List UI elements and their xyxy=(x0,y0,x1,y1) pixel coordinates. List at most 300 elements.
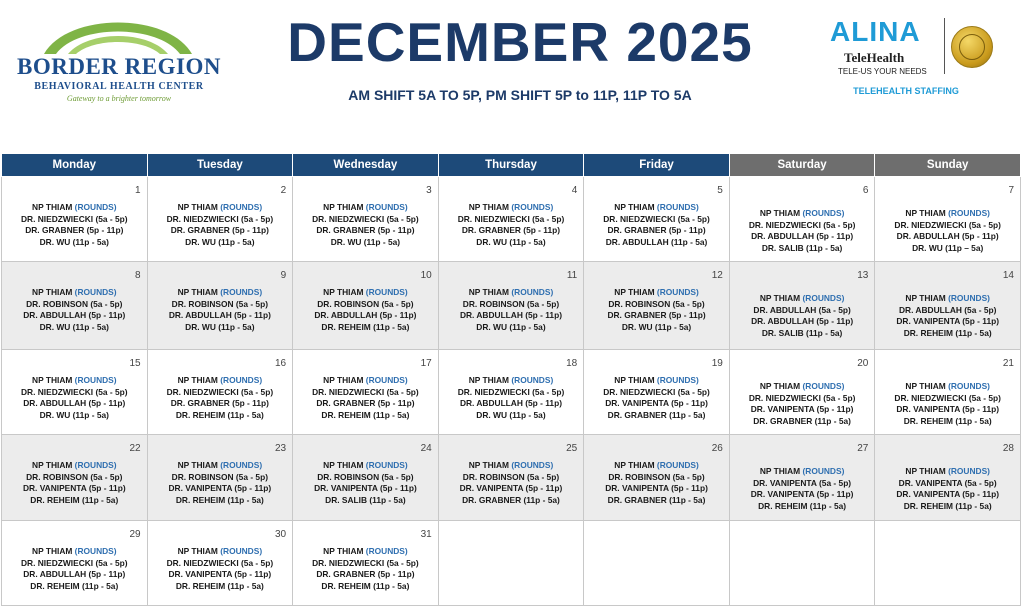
np-name: NP THIAM xyxy=(32,375,73,385)
rounds-line xyxy=(730,208,875,220)
date-number: 5 xyxy=(717,185,723,196)
pm-shift-line: DR. ABDULLAH (5p - 11p) xyxy=(459,310,562,321)
rounds-label: (ROUNDS) xyxy=(948,208,990,218)
shift-list xyxy=(148,460,293,507)
date-number: 30 xyxy=(275,529,287,540)
day-header-tuesday: Tuesday xyxy=(147,154,293,177)
night-shift-line: DR. WU (11p – 5a) xyxy=(912,243,984,254)
weekday-header-row xyxy=(2,154,1021,177)
am-shift-line: DR. NIEDZWIECKI (5a - 5p) xyxy=(894,219,1001,230)
day-cell xyxy=(875,262,1021,350)
night-shift-line: DR. ABDULLAH (11p - 5a) xyxy=(605,237,708,248)
night-shift-line: DR. SALIB (11p - 5a) xyxy=(761,243,843,254)
pm-shift-line: DR. VANIPENTA (5p - 11p) xyxy=(750,489,854,500)
rounds-line xyxy=(439,287,584,299)
date-number: 17 xyxy=(420,358,432,369)
shift-list xyxy=(2,460,147,507)
calendar-week-row xyxy=(2,435,1021,521)
am-shift-line: DR. NIEDZWIECKI (5a - 5p) xyxy=(457,213,565,224)
night-shift-line: DR. SALIB (11p - 5a) xyxy=(761,328,843,339)
night-shift-line: DR. GRABNER (11p - 5a) xyxy=(462,495,560,506)
am-shift-line: DR. NIEDZWIECKI (5a - 5p) xyxy=(312,557,419,568)
date-number: 15 xyxy=(129,358,141,369)
np-name: NP THIAM xyxy=(323,287,364,297)
shift-list xyxy=(2,546,147,593)
shift-list xyxy=(730,466,875,513)
rounds-line xyxy=(148,546,293,558)
am-shift-line: DR. ROBINSON (5a - 5p) xyxy=(317,298,414,309)
date-number: 18 xyxy=(566,358,578,369)
np-name: NP THIAM xyxy=(468,375,510,385)
rounds-label: (ROUNDS) xyxy=(365,202,408,212)
rounds-label: (ROUNDS) xyxy=(74,375,117,385)
am-shift-line: DR. ABDULLAH (5a - 5p) xyxy=(898,304,997,315)
np-name: NP THIAM xyxy=(177,287,218,297)
pm-shift-line: DR. GRABNER (5p - 11p) xyxy=(170,225,269,236)
date-number: 22 xyxy=(129,443,141,454)
shift-list xyxy=(293,202,438,249)
shift-list xyxy=(730,381,875,428)
np-name: NP THIAM xyxy=(905,466,946,476)
shift-list xyxy=(148,287,293,334)
border-region-subtitle: BEHAVIORAL HEALTH CENTER xyxy=(34,81,204,92)
rounds-label: (ROUNDS) xyxy=(220,375,263,385)
np-name: NP THIAM xyxy=(32,546,73,556)
rounds-label: (ROUNDS) xyxy=(802,381,845,391)
rounds-label: (ROUNDS) xyxy=(511,287,554,297)
date-number: 25 xyxy=(566,443,578,454)
date-number: 9 xyxy=(280,270,287,281)
np-name: NP THIAM xyxy=(177,375,218,385)
arch-logo-icon xyxy=(38,8,198,56)
pm-shift-line: DR. VANIPENTA (5p - 11p) xyxy=(459,483,563,494)
np-name: NP THIAM xyxy=(32,287,73,297)
shift-list xyxy=(875,293,1020,340)
np-name: NP THIAM xyxy=(905,293,946,303)
np-name: NP THIAM xyxy=(177,202,218,212)
day-cell xyxy=(875,435,1021,521)
shift-list xyxy=(293,546,438,593)
shift-list xyxy=(584,202,729,249)
rounds-line xyxy=(2,375,147,387)
day-cell xyxy=(584,262,730,350)
rounds-label: (ROUNDS) xyxy=(365,460,408,470)
am-shift-line: DR. ROBINSON (5a - 5p) xyxy=(608,471,705,482)
am-shift-line: DR. NIEDZWIECKI (5a - 5p) xyxy=(312,213,419,224)
telehealth-staffing-label: TELEHEALTH STAFFING xyxy=(853,86,959,96)
pm-shift-line: DR. VANIPENTA (5p - 11p) xyxy=(750,404,854,415)
date-number: 24 xyxy=(420,443,432,454)
day-cell xyxy=(729,350,875,435)
rounds-line xyxy=(584,375,729,387)
day-header-friday: Friday xyxy=(584,154,730,177)
np-name: NP THIAM xyxy=(614,202,655,212)
night-shift-line: DR. REHEIM (11p - 5a) xyxy=(321,581,410,592)
am-shift-line: DR. NIEDZWIECKI (5a - 5p) xyxy=(457,386,565,397)
night-shift-line: DR. WU (11p - 5a) xyxy=(185,237,255,248)
day-cell xyxy=(875,350,1021,435)
pm-shift-line: DR. ABDULLAH (5p - 11p) xyxy=(23,569,126,580)
np-name: NP THIAM xyxy=(177,460,218,470)
night-shift-line: DR. REHEIM (11p - 5a) xyxy=(175,495,264,506)
rounds-label: (ROUNDS) xyxy=(220,287,263,297)
am-shift-line: DR. NIEDZWIECKI (5a - 5p) xyxy=(166,557,274,568)
shift-list xyxy=(293,460,438,507)
day-cell xyxy=(2,177,148,262)
rounds-label: (ROUNDS) xyxy=(74,460,117,470)
rounds-label: (ROUNDS) xyxy=(948,293,990,303)
shift-list xyxy=(730,208,875,255)
date-number: 19 xyxy=(711,358,723,369)
shift-list xyxy=(439,375,584,422)
day-cell xyxy=(584,435,730,521)
np-name: NP THIAM xyxy=(759,381,801,391)
pm-shift-line: DR. ABDULLAH (5p - 11p) xyxy=(896,231,999,242)
day-cell xyxy=(147,521,293,606)
pm-shift-line: DR. GRABNER (5p - 11p) xyxy=(607,310,706,321)
shift-list xyxy=(584,287,729,334)
rounds-line xyxy=(584,202,729,214)
shift-list xyxy=(875,381,1020,428)
am-shift-line: DR. NIEDZWIECKI (5a - 5p) xyxy=(166,386,274,397)
rounds-line xyxy=(2,460,147,472)
pm-shift-line: DR. GRABNER (5p - 11p) xyxy=(607,225,706,236)
np-name: NP THIAM xyxy=(759,466,801,476)
am-shift-line: DR. ROBINSON (5a - 5p) xyxy=(26,298,123,309)
am-shift-line: DR. NIEDZWIECKI (5a - 5p) xyxy=(603,386,710,397)
np-name: NP THIAM xyxy=(32,202,73,212)
logo-divider xyxy=(944,18,945,74)
am-shift-line: DR. ROBINSON (5a - 5p) xyxy=(26,471,123,482)
day-cell xyxy=(2,435,148,521)
shift-list xyxy=(584,375,729,422)
night-shift-line: DR. GRABNER (11p - 5a) xyxy=(753,416,851,427)
pm-shift-line: DR. VANIPENTA (5p - 11p) xyxy=(896,404,1000,415)
date-number: 2 xyxy=(280,185,287,196)
rounds-label: (ROUNDS) xyxy=(74,287,117,297)
np-name: NP THIAM xyxy=(323,202,364,212)
am-shift-line: DR. NIEDZWIECKI (5a - 5p) xyxy=(894,392,1001,403)
rounds-label: (ROUNDS) xyxy=(802,208,845,218)
date-number: 13 xyxy=(857,270,869,281)
date-number: 21 xyxy=(1002,358,1014,369)
rounds-line xyxy=(584,460,729,472)
night-shift-line: DR. REHEIM (11p - 5a) xyxy=(903,328,992,339)
date-number: 10 xyxy=(420,270,432,281)
rounds-line xyxy=(875,466,1020,478)
alina-logo xyxy=(830,16,1010,96)
day-cell xyxy=(584,350,730,435)
am-shift-line: DR. NIEDZWIECKI (5a - 5p) xyxy=(21,213,128,224)
rounds-label: (ROUNDS) xyxy=(511,460,554,470)
night-shift-line: DR. REHEIM (11p - 5a) xyxy=(175,581,264,592)
shift-list xyxy=(584,460,729,507)
accreditation-seal-icon xyxy=(951,26,993,68)
rounds-line xyxy=(730,293,875,305)
pm-shift-line: DR. VANIPENTA (5p - 11p) xyxy=(314,483,417,494)
rounds-label: (ROUNDS) xyxy=(948,381,990,391)
date-number: 11 xyxy=(566,270,578,281)
night-shift-line: DR. WU (11p - 5a) xyxy=(621,322,692,333)
alina-product: TeleHealth xyxy=(844,50,905,65)
rounds-line xyxy=(730,381,875,393)
shift-list xyxy=(148,546,293,593)
date-number: 14 xyxy=(1002,270,1014,281)
np-name: NP THIAM xyxy=(468,202,510,212)
page-title: DECEMBER 2025 xyxy=(287,11,753,73)
shift-list xyxy=(293,287,438,334)
rounds-line xyxy=(875,293,1020,305)
rounds-label: (ROUNDS) xyxy=(656,287,699,297)
day-cell xyxy=(293,177,439,262)
rounds-line xyxy=(293,375,438,387)
day-cell xyxy=(147,350,293,435)
rounds-label: (ROUNDS) xyxy=(74,202,117,212)
am-shift-line: DR. NIEDZWIECKI (5a - 5p) xyxy=(21,386,128,397)
night-shift-line: DR. REHEIM (11p - 5a) xyxy=(903,416,992,427)
np-name: NP THIAM xyxy=(177,546,218,556)
calendar-week-row xyxy=(2,521,1021,606)
calendar-body xyxy=(2,177,1021,606)
night-shift-line: DR. WU (11p - 5a) xyxy=(330,237,401,248)
date-number: 31 xyxy=(420,529,432,540)
am-shift-line: DR. NIEDZWIECKI (5a - 5p) xyxy=(748,392,856,403)
rounds-line xyxy=(439,202,584,214)
night-shift-line: DR. REHEIM (11p - 5a) xyxy=(175,410,264,421)
np-name: NP THIAM xyxy=(323,460,364,470)
night-shift-line: DR. WU (11p - 5a) xyxy=(39,322,109,333)
day-cell xyxy=(2,521,148,606)
rounds-line xyxy=(148,460,293,472)
rounds-label: (ROUNDS) xyxy=(365,546,408,556)
calendar-week-row xyxy=(2,350,1021,435)
shift-list xyxy=(2,375,147,422)
np-name: NP THIAM xyxy=(32,460,73,470)
night-shift-line: DR. WU (11p - 5a) xyxy=(185,322,255,333)
rounds-label: (ROUNDS) xyxy=(220,202,263,212)
empty-day-cell xyxy=(729,521,875,606)
pm-shift-line: DR. ABDULLAH (5p - 11p) xyxy=(23,398,126,409)
night-shift-line: DR. GRABNER (11p - 5a) xyxy=(607,495,706,506)
am-shift-line: DR. NIEDZWIECKI (5a - 5p) xyxy=(748,219,856,230)
shift-list xyxy=(293,375,438,422)
rounds-line xyxy=(584,287,729,299)
am-shift-line: DR. ROBINSON (5a - 5p) xyxy=(171,298,268,309)
shift-list xyxy=(730,293,875,340)
rounds-label: (ROUNDS) xyxy=(365,287,408,297)
shift-subtitle: AM SHIFT 5A TO 5P, PM SHIFT 5P to 11P, 11P TO 5A xyxy=(348,87,692,103)
pm-shift-line: DR. GRABNER (5p - 11p) xyxy=(316,569,415,580)
date-number: 4 xyxy=(571,185,578,196)
day-cell xyxy=(293,435,439,521)
am-shift-line: DR. ROBINSON (5a - 5p) xyxy=(317,471,414,482)
night-shift-line: DR. WU (11p - 5a) xyxy=(476,322,546,333)
date-number: 1 xyxy=(135,185,141,196)
rounds-label: (ROUNDS) xyxy=(74,546,117,556)
pm-shift-line: DR. VANIPENTA (5p - 11p) xyxy=(168,569,272,580)
day-cell xyxy=(438,350,584,435)
rounds-line xyxy=(293,287,438,299)
am-shift-line: DR. ABDULLAH (5a - 5p) xyxy=(753,304,851,315)
np-name: NP THIAM xyxy=(614,460,655,470)
day-cell xyxy=(729,435,875,521)
night-shift-line: DR. SALIB (11p - 5a) xyxy=(325,495,406,506)
rounds-line xyxy=(2,202,147,214)
np-name: NP THIAM xyxy=(323,375,364,385)
pm-shift-line: DR. GRABNER (5p - 11p) xyxy=(316,225,415,236)
rounds-label: (ROUNDS) xyxy=(656,375,699,385)
shift-list xyxy=(148,375,293,422)
date-number: 23 xyxy=(275,443,287,454)
date-number: 12 xyxy=(711,270,723,281)
day-header-thursday: Thursday xyxy=(438,154,584,177)
empty-day-cell xyxy=(584,521,730,606)
shift-list xyxy=(439,202,584,249)
day-header-monday: Monday xyxy=(2,154,148,177)
date-number: 27 xyxy=(857,443,869,454)
date-number: 29 xyxy=(129,529,141,540)
pm-shift-line: DR. ABDULLAH (5p - 11p) xyxy=(23,310,126,321)
rounds-line xyxy=(2,287,147,299)
pm-shift-line: DR. VANIPENTA (5p - 11p) xyxy=(605,398,708,409)
shift-list xyxy=(439,460,584,507)
night-shift-line: DR. REHEIM (11p - 5a) xyxy=(321,410,410,421)
empty-day-cell xyxy=(438,521,584,606)
am-shift-line: DR. ROBINSON (5a - 5p) xyxy=(171,471,268,482)
am-shift-line: DR. ROBINSON (5a - 5p) xyxy=(462,471,560,482)
am-shift-line: DR. NIEDZWIECKI (5a - 5p) xyxy=(166,213,274,224)
day-cell xyxy=(293,350,439,435)
pm-shift-line: DR. VANIPENTA (5p - 11p) xyxy=(22,483,126,494)
np-name: NP THIAM xyxy=(759,293,801,303)
rounds-line xyxy=(439,460,584,472)
border-region-name: BORDER REGION xyxy=(17,54,221,79)
shift-list xyxy=(875,466,1020,513)
schedule-calendar xyxy=(1,153,1021,606)
day-cell xyxy=(584,177,730,262)
date-number: 20 xyxy=(857,358,869,369)
page-header xyxy=(0,0,1024,150)
night-shift-line: DR. WU (11p - 5a) xyxy=(39,237,109,248)
alina-brand: ALINA xyxy=(830,16,921,47)
day-header-wednesday: Wednesday xyxy=(293,154,439,177)
rounds-line xyxy=(293,460,438,472)
rounds-label: (ROUNDS) xyxy=(511,375,554,385)
shift-list xyxy=(2,202,147,249)
empty-day-cell xyxy=(875,521,1021,606)
day-cell xyxy=(293,521,439,606)
day-cell xyxy=(2,350,148,435)
rounds-line xyxy=(148,287,293,299)
pm-shift-line: DR. GRABNER (5p - 11p) xyxy=(170,398,269,409)
rounds-label: (ROUNDS) xyxy=(365,375,408,385)
am-shift-line: DR. NIEDZWIECKI (5a - 5p) xyxy=(312,386,419,397)
night-shift-line: DR. GRABNER (11p - 5a) xyxy=(607,410,706,421)
night-shift-line: DR. REHEIM (11p - 5a) xyxy=(30,495,119,506)
pm-shift-line: DR. GRABNER (5p - 11p) xyxy=(316,398,415,409)
rounds-label: (ROUNDS) xyxy=(220,546,263,556)
night-shift-line: DR. WU (11p - 5a) xyxy=(476,410,546,421)
night-shift-line: DR. WU (11p - 5a) xyxy=(476,237,546,248)
day-header-saturday: Saturday xyxy=(729,154,875,177)
date-number: 7 xyxy=(1008,185,1014,196)
np-name: NP THIAM xyxy=(468,460,510,470)
day-cell xyxy=(293,262,439,350)
pm-shift-line: DR. GRABNER (5p - 11p) xyxy=(461,225,561,236)
day-cell xyxy=(729,262,875,350)
rounds-label: (ROUNDS) xyxy=(802,466,845,476)
rounds-line xyxy=(730,466,875,478)
np-name: NP THIAM xyxy=(759,208,801,218)
rounds-label: (ROUNDS) xyxy=(511,202,554,212)
calendar-week-row xyxy=(2,262,1021,350)
day-cell xyxy=(875,177,1021,262)
rounds-label: (ROUNDS) xyxy=(802,293,845,303)
day-cell xyxy=(729,177,875,262)
pm-shift-line: DR. ABDULLAH (5p - 11p) xyxy=(751,231,854,242)
rounds-label: (ROUNDS) xyxy=(656,202,699,212)
border-region-logo xyxy=(14,8,224,103)
day-cell xyxy=(147,177,293,262)
alina-tagline: TELE-US YOUR NEEDS xyxy=(838,67,927,76)
np-name: NP THIAM xyxy=(905,381,946,391)
day-cell xyxy=(438,262,584,350)
am-shift-line: DR. ROBINSON (5a - 5p) xyxy=(608,298,705,309)
rounds-label: (ROUNDS) xyxy=(656,460,699,470)
day-cell xyxy=(147,262,293,350)
date-number: 28 xyxy=(1002,443,1014,454)
rounds-label: (ROUNDS) xyxy=(948,466,990,476)
np-name: NP THIAM xyxy=(614,287,655,297)
shift-list xyxy=(2,287,147,334)
day-cell xyxy=(147,435,293,521)
rounds-line xyxy=(439,375,584,387)
date-number: 6 xyxy=(862,185,869,196)
pm-shift-line: DR. ABDULLAH (5p - 11p) xyxy=(459,398,562,409)
pm-shift-line: DR. ABDULLAH (5p - 11p) xyxy=(751,316,854,327)
am-shift-line: DR. VANIPENTA (5a - 5p) xyxy=(753,477,852,488)
pm-shift-line: DR. VANIPENTA (5p - 11p) xyxy=(896,316,1000,327)
am-shift-line: DR. NIEDZWIECKI (5a - 5p) xyxy=(603,213,710,224)
night-shift-line: DR. REHEIM (11p - 5a) xyxy=(903,501,992,512)
pm-shift-line: DR. GRABNER (5p - 11p) xyxy=(25,225,124,236)
pm-shift-line: DR. VANIPENTA (5p - 11p) xyxy=(896,489,1000,500)
am-shift-line: DR. VANIPENTA (5a - 5p) xyxy=(898,477,997,488)
rounds-line xyxy=(148,375,293,387)
day-cell xyxy=(438,435,584,521)
pm-shift-line: DR. ABDULLAH (5p - 11p) xyxy=(168,310,271,321)
night-shift-line: DR. REHEIM (11p - 5a) xyxy=(321,322,410,333)
rounds-label: (ROUNDS) xyxy=(220,460,263,470)
am-shift-line: DR. NIEDZWIECKI (5a - 5p) xyxy=(21,557,128,568)
rounds-line xyxy=(148,202,293,214)
date-number: 8 xyxy=(135,270,141,281)
np-name: NP THIAM xyxy=(614,375,655,385)
border-region-tagline: Gateway to a brighter tomorrow xyxy=(66,94,172,103)
night-shift-line: DR. WU (11p - 5a) xyxy=(39,410,109,421)
rounds-line xyxy=(2,546,147,558)
rounds-line xyxy=(293,202,438,214)
rounds-line xyxy=(875,208,1020,220)
rounds-line xyxy=(875,381,1020,393)
day-cell xyxy=(438,177,584,262)
calendar-week-row xyxy=(2,177,1021,262)
pm-shift-line: DR. VANIPENTA (5p - 11p) xyxy=(605,483,708,494)
am-shift-line: DR. ROBINSON (5a - 5p) xyxy=(462,298,560,309)
date-number: 26 xyxy=(711,443,723,454)
night-shift-line: DR. REHEIM (11p - 5a) xyxy=(758,501,847,512)
date-number: 16 xyxy=(275,358,287,369)
